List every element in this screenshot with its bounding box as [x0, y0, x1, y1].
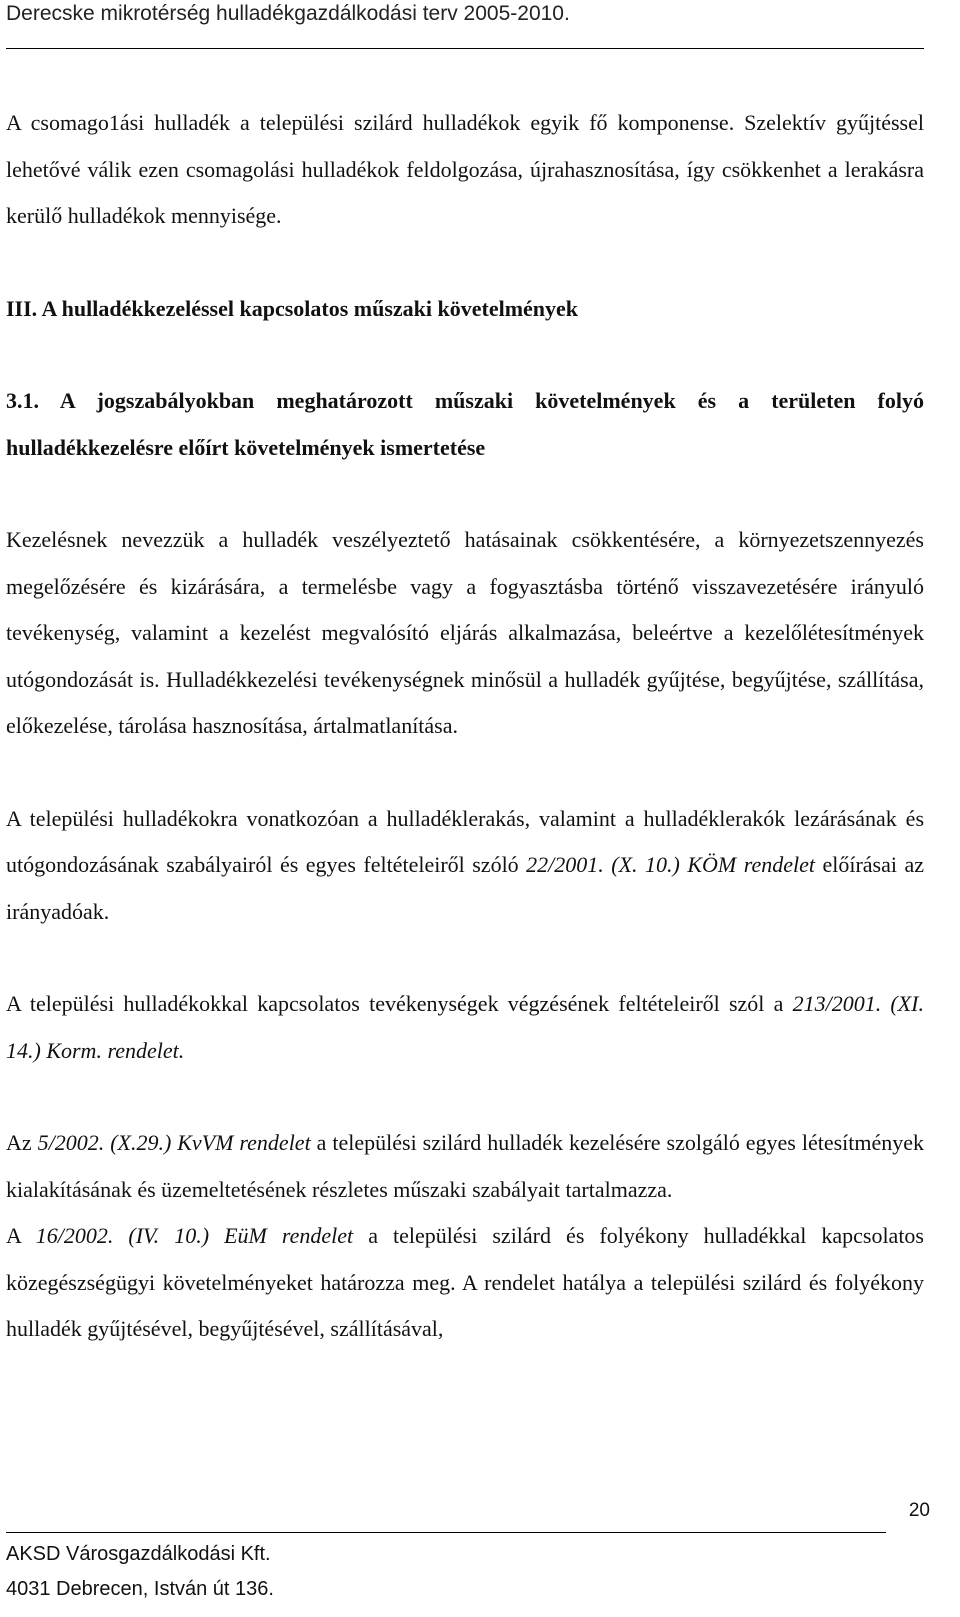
text-run: A települési hulladékokkal kapcsolatos tevékenységek végzésének feltételeiről szól a	[6, 991, 793, 1016]
paragraph-activity-conditions	[6, 981, 924, 1074]
regulation-ref-korm: 213/2001. (XI. 14.) Korm. rendelet.	[6, 991, 924, 1063]
paragraph-packaging-waste: A csomago1ási hulladék a települési szilárd hulladékok egyik fő komponense. Szelektív gyűjtéssel lehetővé válik ezen csomagolási hulladékok feldolgozása, újrahasznosítása, így csökkenhet a lerakásra kerülő hulladékok mennyisége.	[6, 110, 924, 228]
regulation-ref-kom: 22/2001. (X. 10.) KÖM rendelet	[526, 852, 815, 877]
section-heading-iii: III. A hulladékkezeléssel kapcsolatos műszaki követelmények	[6, 295, 579, 321]
text-run: a települési szilárd hulladék kezelésére szolgáló egyes létesítmények kialakításának és üzemeltetésének részletes műszaki szabályait tartalmazza.	[6, 1130, 925, 1202]
footer-divider	[6, 1532, 886, 1533]
paragraph-treatment-definition: Kezelésnek nevezzük a hulladék veszélyeztető hatásainak csökkentésére, a környezetszennyezés megelőzésére és kizárására, a termelésbe vagy a fogyasztásba történő visszavezetésére irányuló tevékenység, valamint a kezelést megvalósító eljárás alkalmazása, beleértve a kezelőlétesítmények utógondozását is. Hulladékkezelési tevékenységnek minősül a hulladék gyűjtése, begyűjtése, szállítása, előkezelése, tárolása hasznosítása, ártalmatlanítása.	[6, 527, 924, 738]
document-body	[6, 100, 924, 1353]
text-run: A	[6, 1223, 36, 1248]
paragraph-health-requirements	[6, 1213, 924, 1353]
header-divider	[6, 48, 924, 49]
subsection-heading-3-1: 3.1. A jogszabályokban meghatározott műszaki követelmények és a területen folyó hulladékkezelésre előírt követelmények ismertetése	[6, 388, 924, 460]
regulation-ref-kvvm: 5/2002. (X.29.) KvVM rendelet	[37, 1130, 311, 1155]
paragraph-facility-rules	[6, 1120, 924, 1213]
footer-company: AKSD Városgazdálkodási Kft.	[6, 1543, 271, 1565]
paragraph-landfill-regulation	[6, 796, 924, 936]
regulation-ref-eum: 16/2002. (IV. 10.) EüM rendelet	[35, 1223, 354, 1248]
footer-address: 4031 Debrecen, István út 136.	[6, 1578, 274, 1600]
page-header-title: Derecske mikrotérség hulladékgazdálkodási terv 2005-2010.	[6, 2, 570, 25]
text-run: Az	[6, 1130, 38, 1155]
text-run: előírásai az irányadóak.	[6, 852, 924, 924]
text-run: A települési hulladékokra vonatkozóan a hulladéklerakás, valamint a hulladéklerakók lezárásának és utógondozásának szabályairól és egyes feltételeiről szóló	[6, 805, 924, 877]
text-run: a települési szilárd és folyékony hulladékkal kapcsolatos közegészségügyi követelményeket határozza meg. A rendelet hatálya a települési szilárd és folyékony hulladék gyűjtésével, begyűjtésével, szállításával,	[6, 1223, 924, 1341]
page-number: 20	[908, 1500, 930, 1521]
